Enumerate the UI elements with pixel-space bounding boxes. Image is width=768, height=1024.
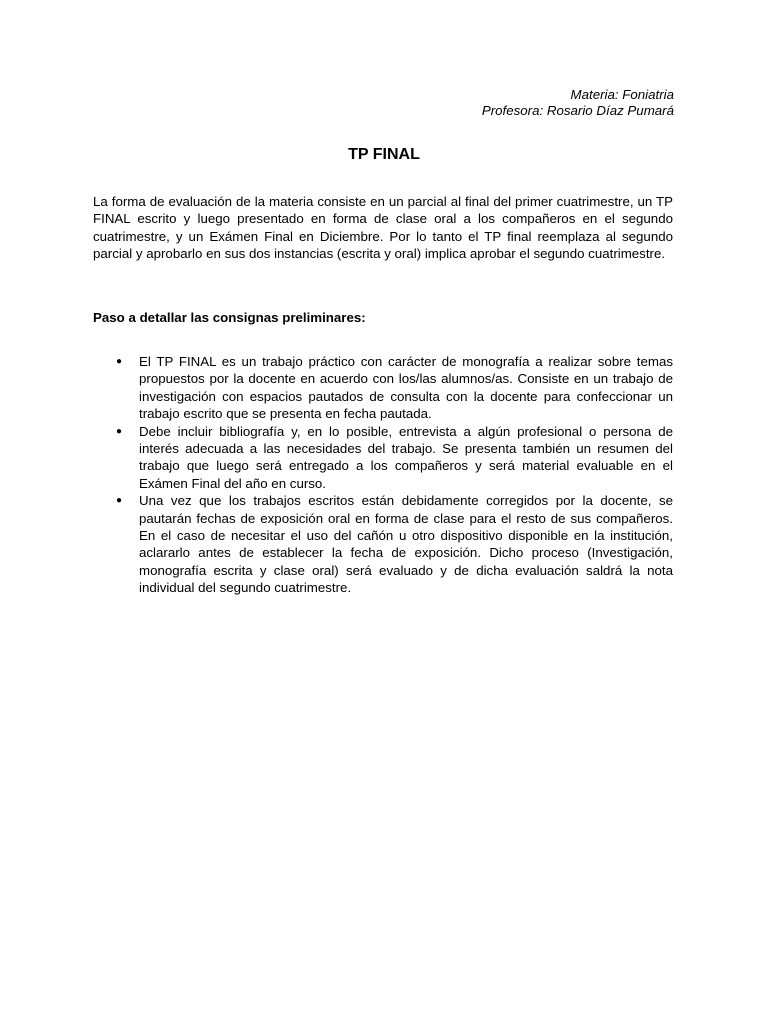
intro-paragraph: La forma de evaluación de la materia consiste en un parcial al final del primer cuatrimestre, un TP FINAL escrito y luego presentado en forma de clase oral a los compañeros en el segundo cuatrimestre, y un Exámen Final en Diciembre. Por lo tanto el TP final reemplaza al segundo parcial y aprobarlo en sus dos instancias (escrita y oral) implica aprobar el segundo cuatrimestre. xyxy=(93,194,673,262)
subject-line: Materia: Foniatria xyxy=(570,87,674,102)
list-item-text: Debe incluir bibliografía y, en lo posible, entrevista a algún profesional o persona de interés adecuada a las necesidades del trabajo. Se presenta también un resumen del trabajo que luego será entregado a los compañeros y será material evaluable en el Exámen Final del año en curso. xyxy=(139,423,673,491)
section-heading: Paso a detallar las consignas preliminares: xyxy=(93,310,366,325)
bullet-icon: ● xyxy=(116,495,123,507)
bullet-icon: ● xyxy=(116,425,123,437)
instructions-list xyxy=(93,353,673,597)
list-item-text: El TP FINAL es un trabajo práctico con carácter de monografía a realizar sobre temas propuestos por la docente en acuerdo con los/las alumnos/as. Consiste en un trabajo de investigación con espacios pautados de consulta con la docente para confeccionar un trabajo escrito que se presenta en fecha pautada. xyxy=(139,354,673,422)
list-item xyxy=(93,492,673,596)
page-title: TP FINAL xyxy=(348,146,420,163)
teacher-line: Profesora: Rosario Díaz Pumará xyxy=(481,102,674,118)
list-item-text: Una vez que los trabajos escritos están debidamente corregidos por la docente, se pautarán fechas de exposición oral en forma de clase para el resto de sus compañeros. En el caso de necesitar el uso del cañón u otro dispositivo disponible en la institución, aclararlo antes de establecer la fecha de exposición. Dicho proceso (Investigación, monografía escrita y clase oral) será evaluado y de dicha evaluación saldrá la nota individual del segundo cuatrimestre. xyxy=(139,493,673,596)
list-item xyxy=(93,423,673,493)
document-header xyxy=(482,87,674,118)
list-item xyxy=(93,353,673,423)
bullet-icon: ● xyxy=(116,356,123,367)
